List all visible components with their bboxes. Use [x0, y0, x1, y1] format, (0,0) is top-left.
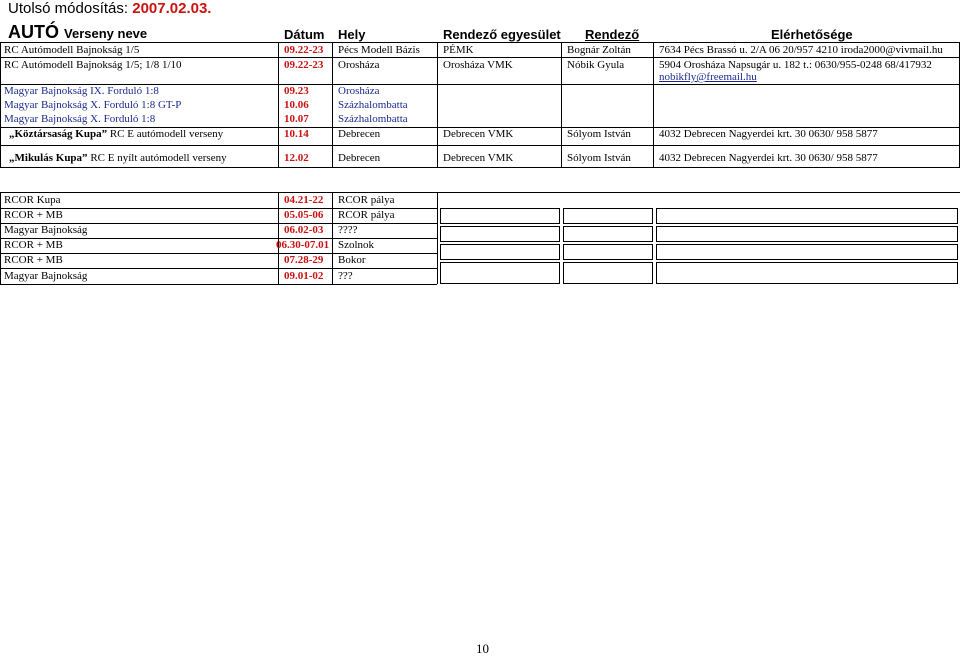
race-place: Pécs Modell Bázis: [338, 44, 420, 56]
rcor-row: [0, 193, 960, 208]
race-place: Százhalombatta: [338, 99, 408, 111]
race-name: Magyar Bajnokság X. Forduló 1:8 GT-P: [4, 99, 182, 111]
race-date: 10.07: [284, 113, 309, 125]
rcor-name: RCOR + MB: [4, 209, 63, 221]
race-org: Debrecen VMK: [443, 128, 514, 140]
race-place: Orosháza: [338, 85, 380, 97]
last-modified: [8, 0, 211, 17]
rcor-place: RCOR pálya: [338, 209, 395, 221]
rcor-place: ????: [338, 224, 358, 236]
table-row: [0, 98, 960, 113]
rcor-name: Magyar Bajnokság: [4, 270, 88, 282]
race-name: [9, 151, 227, 166]
last-modified-label: Utolsó módosítás:: [8, 0, 129, 17]
race-name-title: „Köztársaság Kupa”: [9, 128, 108, 140]
rcor-date: 06.30-07.01: [276, 239, 330, 251]
grid-line: [0, 145, 960, 146]
race-place: Orosháza: [338, 59, 380, 71]
rcor-row: [0, 269, 960, 284]
rcor-name: RCOR Kupa: [4, 194, 61, 206]
race-name-rest: RC E autómodell verseny: [107, 128, 224, 140]
grid-line: [0, 167, 960, 168]
race-name: Magyar Bajnokság IX. Forduló 1:8: [4, 85, 159, 97]
header-col-name: [8, 22, 147, 43]
race-contact-email-link[interactable]: nobikfly@freemail.hu: [659, 71, 757, 83]
table-row: [0, 151, 960, 166]
rcor-name: RCOR + MB: [4, 254, 63, 266]
race-place: Százhalombatta: [338, 113, 408, 125]
race-date: 12.02: [284, 152, 309, 164]
rcor-date: 05.05-06: [284, 209, 324, 221]
header-col-organizer: Rendező: [585, 27, 640, 42]
rcor-date: 07.28-29: [284, 254, 324, 266]
rcor-name: Magyar Bajnokság: [4, 224, 88, 236]
race-name: RC Autómodell Bajnokság 1/5; 1/8 1/10: [4, 59, 182, 71]
rcor-row: [0, 208, 960, 223]
rcor-row: [0, 223, 960, 238]
race-contact: 4032 Debrecen Nagyerdei krt. 30 0630/ 958 5877: [659, 152, 878, 164]
race-date: 09.22-23: [284, 44, 324, 56]
table-row: [0, 112, 960, 127]
race-date: 09.23: [284, 85, 309, 97]
race-date: 09.22-23: [284, 59, 324, 71]
rcor-date: 09.01-02: [284, 270, 324, 282]
race-org: PÉMK: [443, 44, 474, 56]
race-organizer: Nóbik Gyula: [567, 59, 625, 71]
header-col-contact: Elérhetősége: [771, 27, 853, 42]
race-place: Debrecen: [338, 152, 381, 164]
rcor-row: [0, 238, 960, 253]
rcor-place: ???: [338, 270, 353, 282]
race-name-title: „Mikulás Kupa”: [9, 152, 88, 164]
rcor-place: Szolnok: [338, 239, 375, 251]
rcor-place: Bokor: [338, 254, 366, 266]
race-name: [9, 127, 223, 142]
grid-line: [0, 284, 437, 285]
header-col-org: Rendező egyesület: [443, 27, 561, 42]
table-row: [0, 84, 960, 99]
rcor-place: RCOR pálya: [338, 194, 395, 206]
race-place: Debrecen: [338, 128, 381, 140]
race-date: 10.06: [284, 99, 309, 111]
table-row: [0, 127, 960, 142]
race-contact: 7634 Pécs Brassó u. 2/A 06 20/957 4210 iroda2000@vivmail.hu: [659, 44, 943, 56]
race-contact: 5904 Orosháza Napsugár u. 182 t.: 0630/955-0248 68/417932: [659, 59, 932, 71]
rcor-date: 06.02-03: [284, 224, 324, 236]
rcor-row: [0, 253, 960, 268]
table-row-continued: [0, 70, 960, 85]
race-org: Orosháza VMK: [443, 59, 513, 71]
rcor-name: RCOR + MB: [4, 239, 63, 251]
race-name-rest: RC E nyílt autómodell verseny: [87, 152, 227, 164]
race-organizer: Sólyom István: [567, 128, 631, 140]
header-auto: AUTÓ: [8, 22, 59, 42]
header-col-place: Hely: [338, 27, 366, 42]
header-verseny-neve: Verseny neve: [64, 26, 148, 41]
last-modified-date: 2007.02.03.: [132, 0, 212, 17]
rcor-date: 04.21-22: [284, 194, 324, 206]
table-row: [0, 43, 960, 58]
race-name: RC Autómodell Bajnokság 1/5: [4, 44, 140, 56]
race-contact: 4032 Debrecen Nagyerdei krt. 30 0630/ 958 5877: [659, 128, 878, 140]
header-col-date: Dátum: [284, 27, 325, 42]
race-organizer: Sólyom István: [567, 152, 631, 164]
race-org: Debrecen VMK: [443, 152, 514, 164]
race-date: 10.14: [284, 128, 309, 140]
race-name: Magyar Bajnokság X. Forduló 1:8: [4, 113, 156, 125]
page-number: 10: [476, 641, 489, 656]
race-organizer: Bognár Zoltán: [567, 44, 631, 56]
